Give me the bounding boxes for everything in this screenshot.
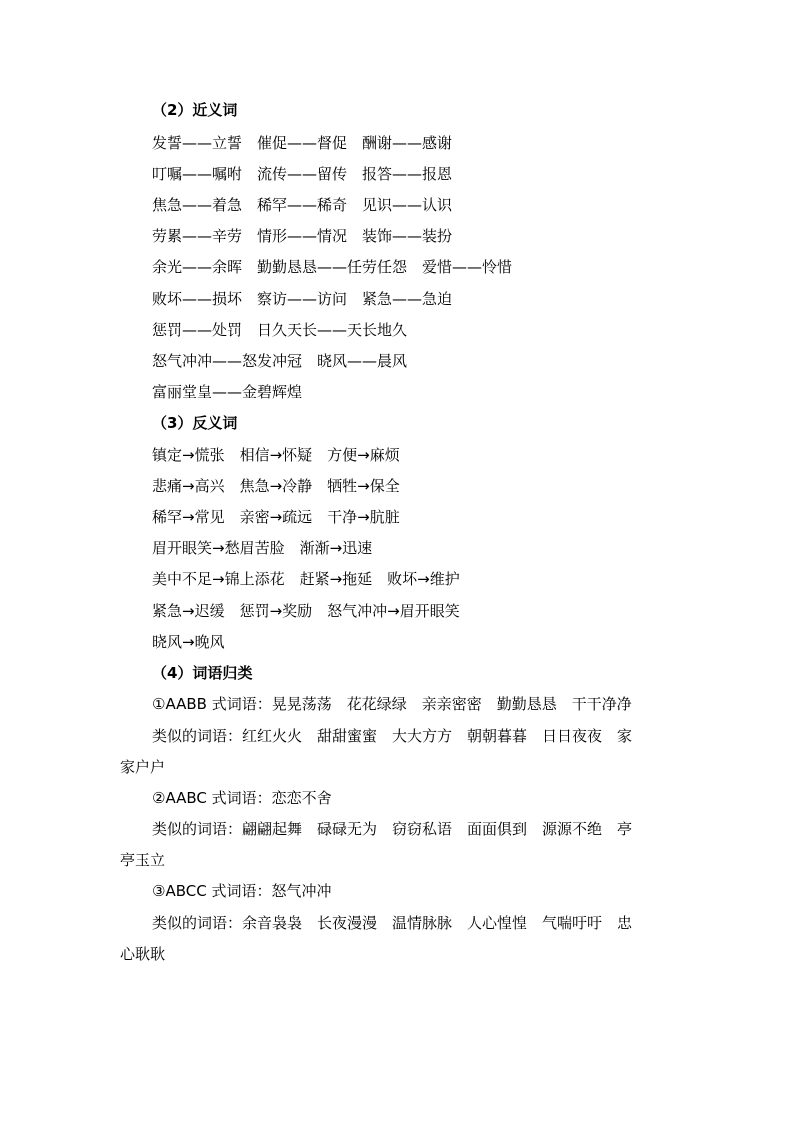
antonym-line: 晓风→晚风 — [152, 633, 225, 651]
antonym-line: 镇定→慌张 相信→怀疑 方便→麻烦 — [152, 446, 400, 464]
abcc-similar-continuation: 心耿耿 — [120, 945, 166, 963]
synonym-line: 余光——余晖 勤勤恳恳——任劳任怨 爱惜——怜惜 — [152, 258, 513, 276]
synonym-line: 怒气冲冲——怒发冲冠 晓风——晨风 — [152, 352, 408, 370]
antonym-line: 美中不足→锦上添花 赶紧→拖延 败坏→维护 — [152, 570, 460, 588]
aabb-words-line: ①AABB 式词语：晃晃荡荡 花花绿绿 亲亲密密 勤勤恳恳 干干净净 — [152, 695, 632, 713]
synonym-line: 败坏——损坏 察访——访问 紧急——急迫 — [152, 290, 453, 308]
antonyms-heading: （3）反义词 — [152, 414, 238, 432]
aabb-similar-line: 类似的词语：红红火火 甜甜蜜蜜 大大方方 朝朝暮暮 日日夜夜 家 — [152, 727, 633, 745]
aabb-similar-continuation: 家户户 — [120, 758, 166, 776]
synonym-line: 发誓——立誓 催促——督促 酬谢——感谢 — [152, 134, 453, 152]
aabc-similar-line: 类似的词语：翩翩起舞 碌碌无为 窃窃私语 面面俱到 源源不绝 亭 — [152, 820, 633, 838]
synonym-line: 惩罚——处罚 日久天长——天长地久 — [152, 321, 408, 339]
synonym-line: 叮嘱——嘱咐 流传——留传 报答——报恩 — [152, 165, 453, 183]
categories-heading: （4）词语归类 — [152, 664, 253, 682]
synonym-line: 焦急——着急 稀罕——稀奇 见识——认识 — [152, 196, 453, 214]
antonym-line: 眉开眼笑→愁眉苦脸 渐渐→迅速 — [152, 539, 373, 557]
antonym-line: 悲痛→高兴 焦急→冷静 牺牲→保全 — [152, 477, 400, 495]
aabc-similar-continuation: 亭玉立 — [120, 851, 166, 869]
abcc-similar-line: 类似的词语：余音袅袅 长夜漫漫 温情脉脉 人心惶惶 气喘吁吁 忠 — [152, 914, 633, 932]
aabc-words-line: ②AABC 式词语：恋恋不舍 — [152, 789, 332, 807]
synonym-line: 富丽堂皇——金碧辉煌 — [152, 383, 303, 401]
antonym-line: 紧急→迟缓 惩罚→奖励 怒气冲冲→眉开眼笑 — [152, 602, 460, 620]
synonyms-heading: （2）近义词 — [152, 101, 238, 119]
synonym-line: 劳累——辛劳 情形——情况 装饰——装扮 — [152, 227, 453, 245]
abcc-words-line: ③ABCC 式词语：怒气冲冲 — [152, 882, 332, 900]
antonym-line: 稀罕→常见 亲密→疏远 干净→肮脏 — [152, 508, 400, 526]
